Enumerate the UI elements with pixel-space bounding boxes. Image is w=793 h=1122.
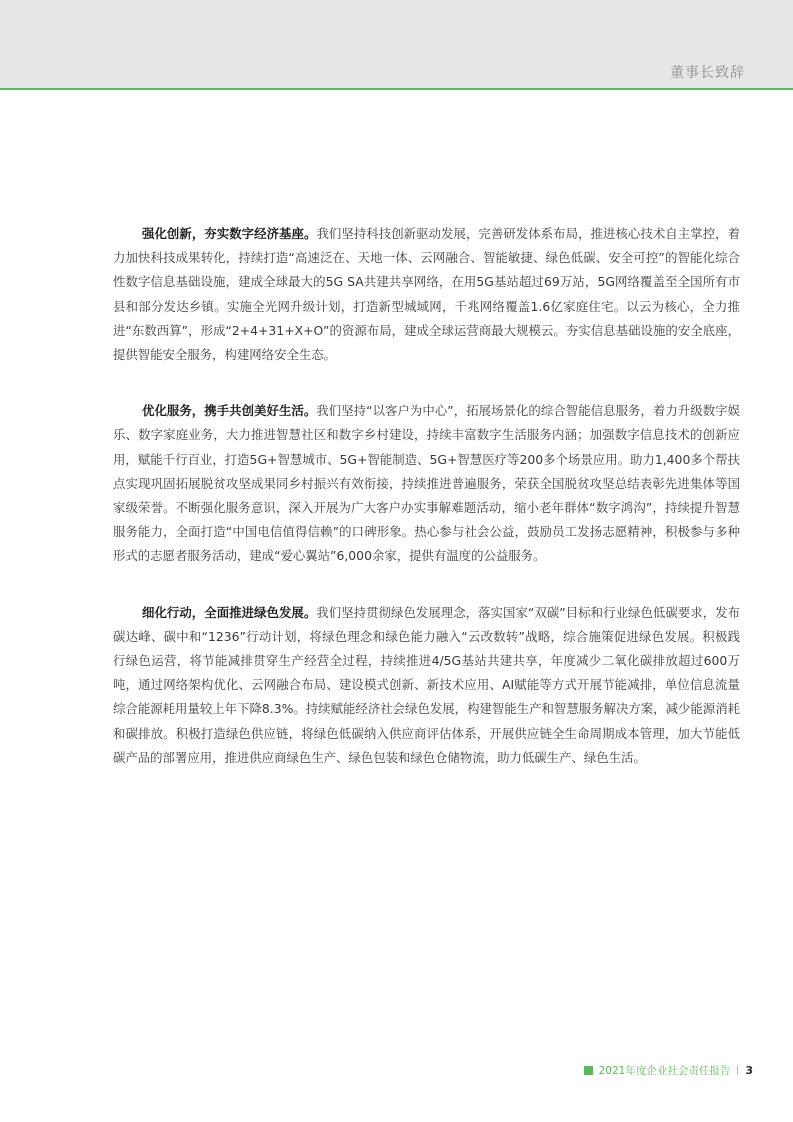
- section-title: 董事长致辞: [670, 65, 745, 81]
- paragraph-text: 我们坚持科技创新驱动发展，完善研发体系布局，推进核心技术自主掌控，着力加快科技成果转化，持续打造“高速泛在、天地一体、云网融合、智能敏捷、绿色低碳、安全可控”的智能化综合性数字信息基础设施，建成全球最大的5G SA共建共享网络，在用5G基站超过69万站，5G网络覆盖至全国所有市县和部分发达乡镇。实施全光网升级计划，打造新型城域网，千兆网络覆盖1.6亿家庭住宅。以云为核心，全力推进“东数西算”，形成“2+4+31+X+O”的资源布局，建成全球运营商最大规模云。夯实信息基础设施的安全底座，提供智能安全服务，构建网络安全生态。: [113, 226, 741, 363]
- paragraph-lead: 细化行动，全面推进绿色发展。: [142, 604, 317, 620]
- letter-body: [113, 222, 740, 802]
- footer-divider: [737, 1065, 738, 1075]
- page-number: 3: [745, 1063, 753, 1077]
- paragraph-lead: 强化创新，夯实数字经济基座。: [142, 226, 317, 241]
- footer-square-icon: [584, 1066, 593, 1075]
- paragraph-innovation: [113, 222, 740, 367]
- paragraph-text: 我们坚持“以客户为中心”，拓展场景化的综合智能信息服务，着力升级数字娱乐、数字家庭业务，大力推进智慧社区和数字乡村建设，持续丰富数字生活服务内涵；加强数字信息技术的创新应用，赋能千行百业，打造5G+智慧城市、5G+智能制造、5G+智慧医疗等200多个场景应用。助力1,400多个帮扶点实现巩固拓展脱贫攻坚成果同乡村振兴有效衔接，持续推进普遍服务，荣获全国脱贫攻坚总结表彰先进集体等国家级荣誉。不断强化服务意识，深入开展为广大客户办实事解难题活动，缩小老年群体“数字鸿沟”，持续提升智慧服务能力，全面打造“中国电信值得信赖”的口碑形象。热心参与社会公益，鼓励员工发扬志愿精神，积极参与多种形式的志愿者服务活动，建成“爱心翼站”6,000余家，提供有温度的公益服务。: [113, 403, 741, 564]
- paragraph-green: [113, 601, 740, 770]
- paragraph-service: [113, 399, 740, 568]
- paragraph-text: 我们坚持贯彻绿色发展理念，落实国家“双碳”目标和行业绿色低碳要求，发布碳达峰、碳中和“1236”行动计划，将绿色理念和绿色能力融入“云改数转”战略，综合施策促进绿色发展。积极践行绿色运营，将节能减排贯穿生产经营全过程，持续推进4/5G基站共建共享，年度减少二氧化碳排放超过600万吨，通过网络架构优化、云网融合布局、建设模式创新、新技术应用、AI赋能等方式开展节能减排，单位信息流量综合能源耗用量较上年下降8.3%。持续赋能经济社会绿色发展，构建智能生产和智慧服务解决方案，减少能源消耗和碳排放。积极打造绿色供应链，将绿色低碳纳入供应商评估体系，开展供应链全生命周期成本管理，加大节能低碳产品的部署应用，推进供应商绿色生产、绿色包装和绿色仓储物流，助力低碳生产、绿色生活。: [113, 604, 741, 765]
- paragraph-lead: 优化服务，携手共创美好生活。: [142, 403, 317, 419]
- report-title: 2021年度企业社会责任报告: [598, 1064, 731, 1077]
- header-divider: [0, 88, 793, 90]
- page-footer: [584, 1063, 753, 1077]
